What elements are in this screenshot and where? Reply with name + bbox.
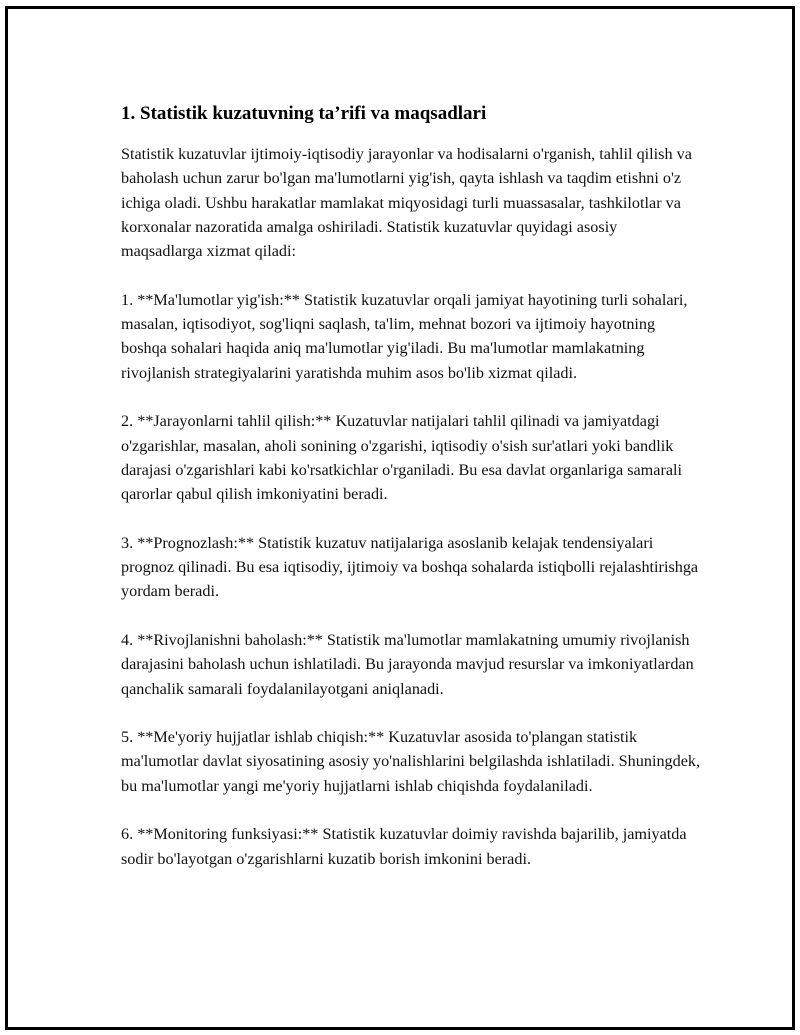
- section-heading: 1. Statistik kuzatuvning ta’rifi va maqsadlari: [121, 103, 487, 124]
- intro-paragraph: Statistik kuzatuvlar ijtimoiy-iqtisodiy jarayonlar va hodisalarni o'rganish, tahlil qilish va baholash uchun zarur bo'lgan ma'lumotlarni yig'ish, qayta ishlash va taqdim etishni o'z ichiga oladi. Ushbu harakatlar mamlakat miqyosidagi turli muassasalar, tashkilotlar va korxonalar nazoratida amalga oshiriladi. Statistik kuzatuvlar quyidagi asosiy maqsadlarga xizmat qiladi:: [121, 145, 692, 261]
- document-body: [121, 102, 701, 895]
- goal-data-collection: 1. **Ma'lumotlar yig'ish:** Statistik kuzatuvlar orqali jamiyat hayotining turli sohalari, masalan, iqtisodiyot, sog'liqni saqlash, ta'lim, mehnat bozori va ijtimoiy hayotning boshqa sohalari haqida aniq ma'lumotlar yig'iladi. Bu ma'lumotlar mamlakatning rivojlanish strategiyalarini yaratishda muhim asos bo'lib xizmat qiladi.: [121, 290, 688, 382]
- page-frame: [5, 6, 795, 1030]
- goal-monitoring: 6. **Monitoring funksiyasi:** Statistik kuzatuvlar doimiy ravishda bajarilib, jamiyatda sodir bo'layotgan o'zgarishlarni kuzatib borish imkonini beradi.: [121, 825, 687, 868]
- goal-development-assessment: 4. **Rivojlanishni baholash:** Statistik ma'lumotlar mamlakatning umumiy rivojlanish darajasini baholash uchun ishlatiladi. Bu jarayonda mavjud resurslar va imkoniyatlardan qanchalik samarali foydalanilayotgani aniqlanadi.: [121, 630, 694, 698]
- goal-normative-documents: 5. **Me'yoriy hujjatlar ishlab chiqish:** Kuzatuvlar asosida to'plangan statistik ma'lumotlar davlat siyosatining asosiy yo'nalishlarini belgilashda ishlatiladi. Shuningdek, bu ma'lumotlar yangi me'yoriy hujjatlarni ishlab chiqishda foydalaniladi.: [121, 728, 701, 795]
- goal-forecasting: 3. **Prognozlash:** Statistik kuzatuv natijalariga asoslanib kelajak tendensiyalari prognoz qilinadi. Bu esa iqtisodiy, ijtimoiy va boshqa sohalarda istiqbolli rejalashtirishga yordam beradi.: [121, 533, 699, 601]
- goal-process-analysis: 2. **Jarayonlarni tahlil qilish:** Kuzatuvlar natijalari tahlil qilinadi va jamiyatdagi o'zgarishlar, masalan, aholi sonining o'zgarishi, iqtisodiy o'sish sur'atlari yoki bandlik darajasi o'zgarishlari kabi ko'rsatkichlar o'rganiladi. Bu esa davlat organlariga samarali qarorlar qabul qilish imkoniyatini beradi.: [121, 412, 683, 504]
